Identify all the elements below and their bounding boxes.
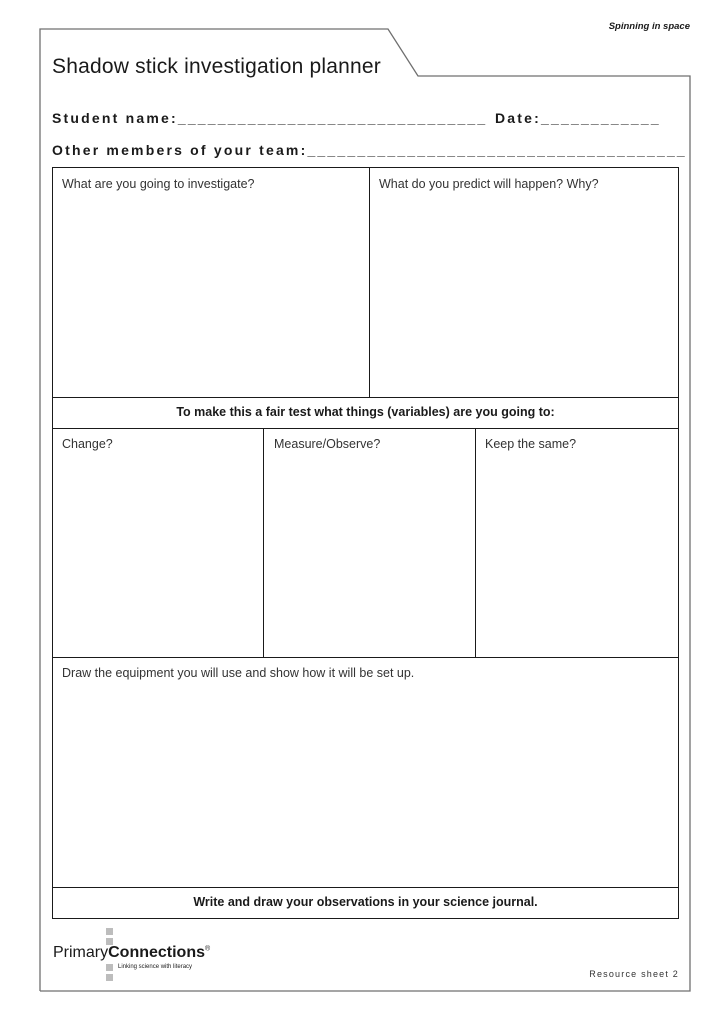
logo-tagline: Linking science with literacy	[118, 964, 193, 970]
investigate-prompt: What are you going to investigate?	[62, 177, 255, 191]
page-title: Shadow stick investigation planner	[52, 55, 381, 78]
series-title: Spinning in space	[608, 21, 690, 32]
logo-registered-mark: ®	[205, 945, 211, 953]
date-field[interactable]: Date:____________	[495, 110, 661, 126]
fair-test-heading: To make this a fair test what things (variables) are you going to:	[176, 405, 555, 419]
team-members-field[interactable]: Other members of your team:______________________________________	[52, 142, 687, 158]
measure-prompt: Measure/Observe?	[274, 437, 381, 451]
observations-note: Write and draw your observations in your science journal.	[193, 895, 538, 909]
planner-grid	[52, 167, 679, 919]
resource-sheet-label: Resource sheet 2	[589, 969, 679, 979]
student-name-field[interactable]: Student name:_______________________________	[52, 110, 488, 126]
equipment-prompt: Draw the equipment you will use and show how it will be set up.	[62, 666, 415, 680]
logo-wordmark	[53, 944, 210, 962]
change-prompt: Change?	[62, 437, 113, 451]
logo-primary: Primary	[53, 944, 109, 961]
keep-same-prompt: Keep the same?	[485, 437, 577, 451]
predict-prompt: What do you predict will happen? Why?	[379, 177, 599, 191]
logo-connections: Connections	[108, 944, 205, 961]
